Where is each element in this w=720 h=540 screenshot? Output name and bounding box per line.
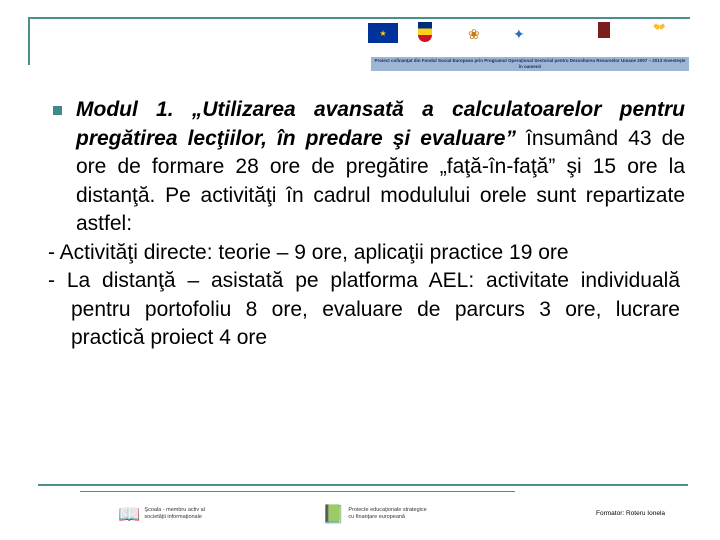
partner-logos [368, 20, 688, 60]
ministry-crest-icon [598, 22, 610, 38]
distance-activities-line: - La distanţă – asistată pe platforma AEL: activitate individuală pentru portofoliu 8 ore, evaluare de parcurs 3 ore, lucrare practică proiect 4 ore [48, 269, 680, 349]
book-icon: 📖 [118, 503, 141, 524]
module-title: Modul 1. „Utilizarea avansată a calculatoarelor pentru pregătirea lecţiilor, în predare şi evaluare” [76, 98, 685, 150]
people-logo-icon: 👐 [653, 22, 664, 33]
romania-crest-icon [418, 22, 432, 42]
frame-left-line [28, 17, 30, 65]
fse-swirl-icon: ❀ [468, 26, 480, 42]
trainer-name: Formator: Roteru Ionela [596, 510, 666, 517]
open-book-icon: 📗 [322, 503, 345, 524]
module-paragraph [53, 96, 685, 239]
footer-divider-secondary [80, 491, 515, 492]
footer-logo-scoala-text: Şcoala - membru activ al societăţii informaţionale [144, 507, 205, 520]
instrumente-structurale-icon: ✦ [513, 26, 525, 42]
eu-flag-icon: ★ [368, 23, 398, 43]
frame-top-line [30, 17, 690, 19]
footer-logo-scoala [118, 500, 224, 528]
bullet-icon [53, 106, 62, 115]
footer-logo-proiecte-text: Proiecte educaţionale strategice cu finanţare europeană [348, 507, 427, 520]
footer-logo-proiecte [322, 500, 428, 528]
funding-banner: Proiect cofinanţat din Fondul Social European prin Programul Operaţional Sectorial pentru Dezvoltarea Resurselor Umane 2007 – 2013 Investeşte în oameni! [371, 57, 689, 71]
slide-content [48, 96, 685, 353]
footer-divider [38, 484, 688, 486]
module-description: însumând 43 de ore de formare 28 ore de pregătire „faţă-în-faţă” şi 15 ore la distanţă. Pe activităţi în cadrul modulului orele sunt repartizate astfel: [76, 126, 685, 235]
direct-activities-line: - Activităţi directe: teorie – 9 ore, aplicaţii practice 19 ore [48, 240, 569, 264]
